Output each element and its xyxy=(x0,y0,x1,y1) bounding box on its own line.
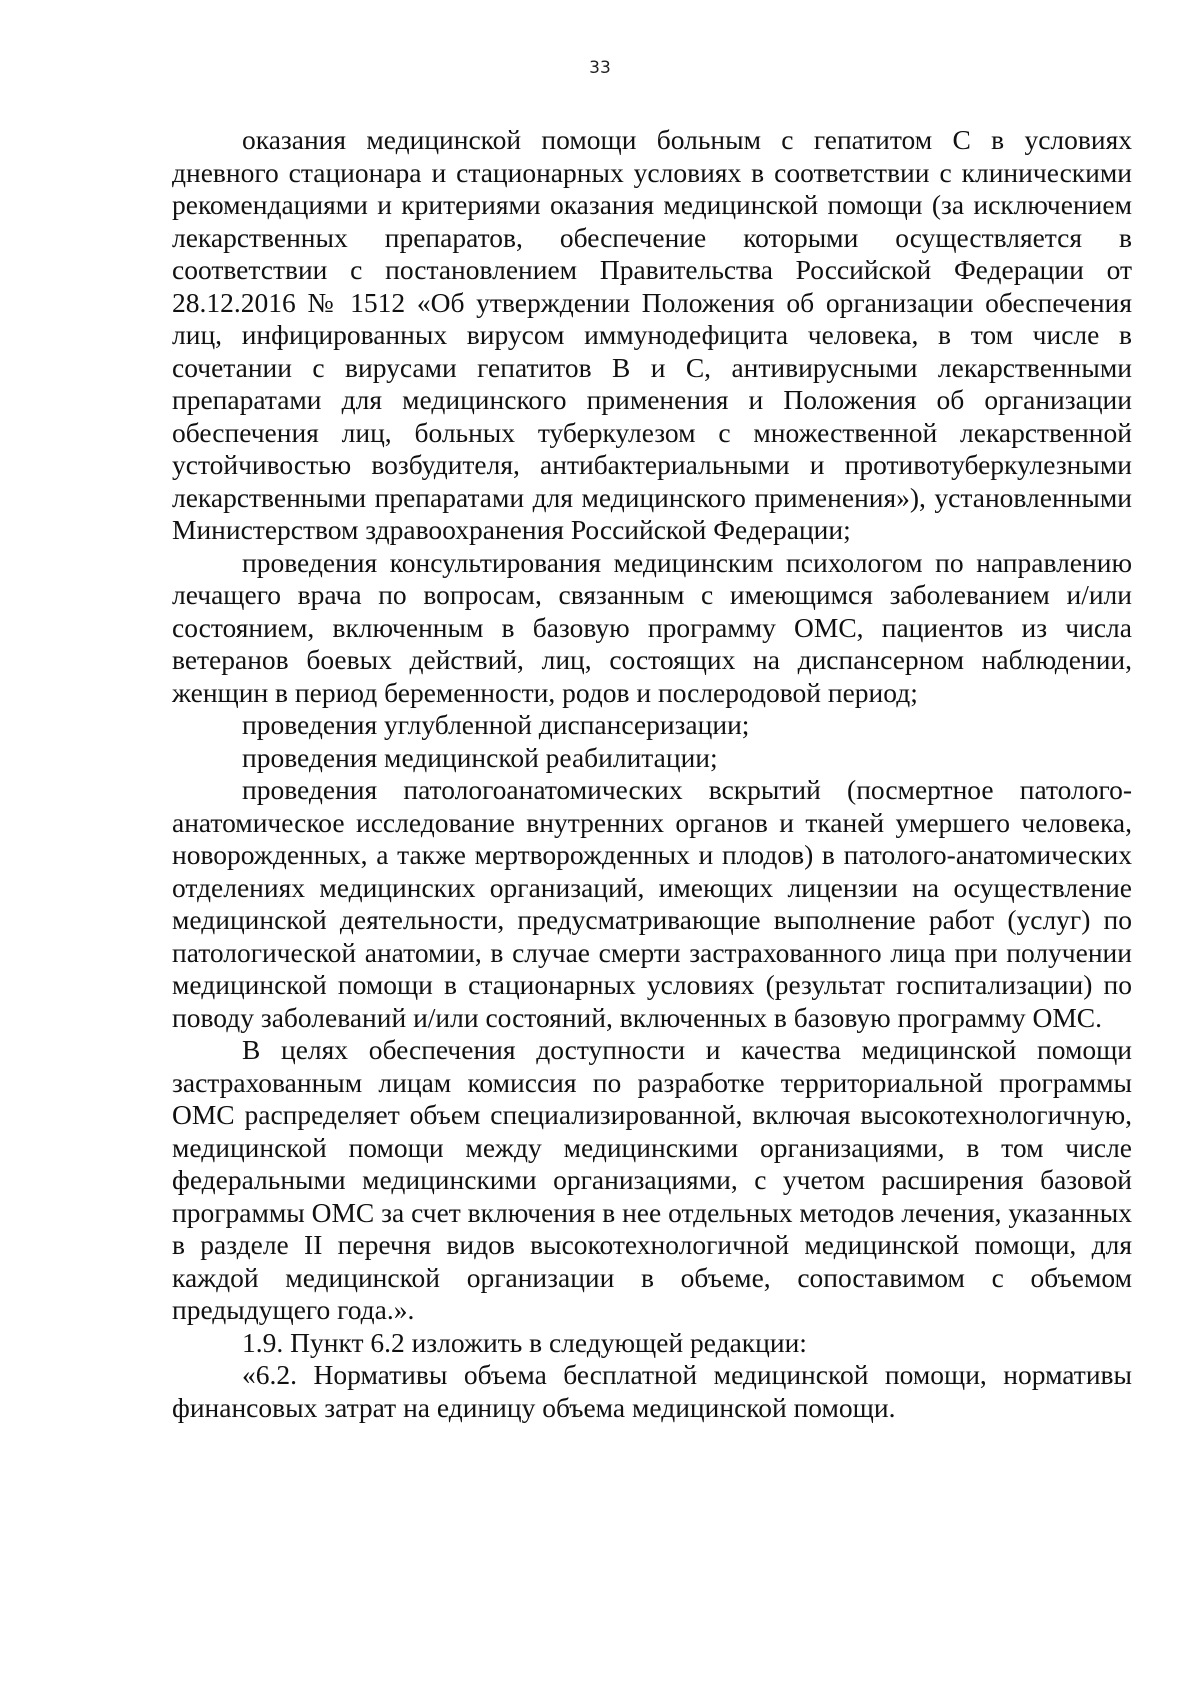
paragraph-psychologist-consultation: проведения консультирования медицинским психологом по направлению лечащего врача по вопросам, связанным с имеющимся заболеванием и/или состоянием, включенным в базовую программу ОМС, пациентов из числа ветеранов боевых действий, лиц, состоящих на диспансерном наблюдении, женщин в период беременности, родов и послеродовой период; xyxy=(172,546,1132,708)
paragraph-clause-1-9: 1.9. Пункт 6.2 изложить в следующей редакции: xyxy=(242,1326,807,1358)
paragraph-hepatitis-c-care: оказания медицинской помощи больным с гепатитом С в условиях дневного стационара и стационарных условиях в соответствии с клиническими рекомендациями и критериями оказания медицинской помощи (за исключением лекарственных препаратов, обеспечение которыми осуществляется в соответствии с постановлением Правительства Российской Федерации от 28.12.2016 № 1512 «Об утверждении Положения об организации обеспечения лиц, инфицированных вирусом иммунодефицита человека, в том числе в сочетании с вирусами гепатитов В и С, антивирусными лекарственными препаратами для медицинского применения и Положения об организации обеспечения лиц, больных туберкулезом с множественной лекарственной устойчивостью возбудителя, антибактериальными и противотуберкулезными лекарственными препаратами для медицинского применения»), установленными Министерством здравоохранения Российской Федерации; xyxy=(172,124,1132,545)
paragraph-volume-distribution: В целях обеспечения доступности и качества медицинской помощи застрахованным лицам комиссия по разработке территориальной программы ОМС распределяет объем специализированной, включая высокотехнологичную, медицинской помощи между медицинскими организациями, в том числе федеральными медицинскими организациями, с учетом расширения базовой программы ОМС за счет включения в нее отдельных методов лечения, указанных в разделе II перечня видов высокотехнологичной медицинской помощи, для каждой медицинской организации в объеме, сопоставимом с объемом предыдущего года.». xyxy=(172,1034,1132,1325)
paragraph-pathological-autopsies: проведения патологоанатомических вскрытий (посмертное патолого-анатомическое исследование внутренних органов и тканей умершего человека, новорожденных, а также мертворожденных и плодов) в патолого-анатомических отделениях медицинских организаций, имеющих лицензии на осуществление медицинской деятельности, предусматривающие выполнение работ (услуг) по патологической анатомии, в случае смерти застрахованного лица при получении медицинской помощи в стационарных условиях (результат госпитализации) по поводу заболеваний и/или состояний, включенных в базовую программу ОМС. xyxy=(172,774,1132,1033)
document-body xyxy=(172,124,1132,1424)
paragraph-in-depth-dispensarization: проведения углубленной диспансеризации; xyxy=(242,709,750,740)
paragraph-clause-6-2: «6.2. Нормативы объема бесплатной медицинской помощи, нормативы финансовых затрат на единицу объема медицинской помощи. xyxy=(172,1359,1132,1423)
page-number: 33 xyxy=(589,58,611,78)
paragraph-medical-rehabilitation: проведения медицинской реабилитации; xyxy=(242,741,718,773)
